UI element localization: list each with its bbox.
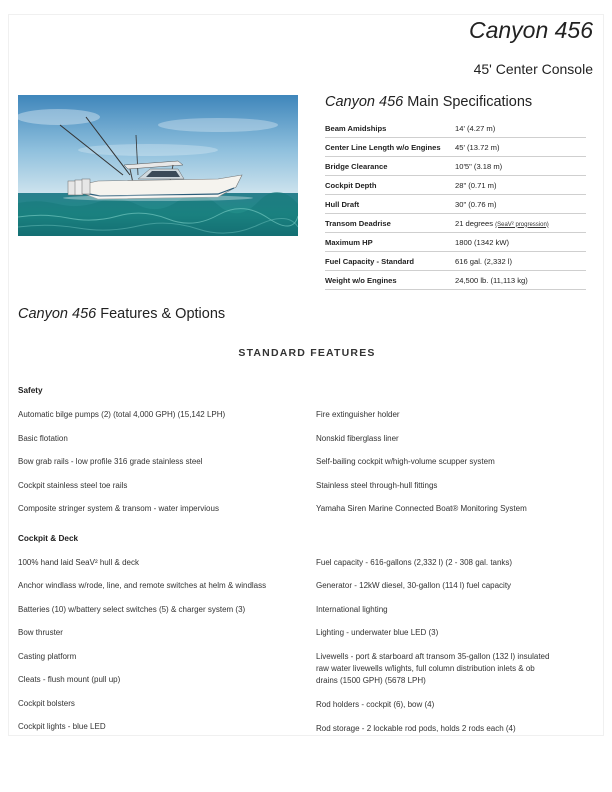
spec-value-cell bbox=[455, 252, 586, 271]
spec-row bbox=[325, 252, 586, 271]
model-title: Canyon 456 bbox=[468, 17, 593, 43]
brochure-page bbox=[8, 14, 604, 736]
features-heading-model: Canyon 456 bbox=[18, 306, 97, 322]
features-heading bbox=[18, 306, 225, 322]
spec-row bbox=[325, 214, 586, 233]
feature-item: Cockpit bolsters bbox=[18, 699, 75, 708]
spec-value-cell bbox=[455, 157, 586, 176]
feature-item: Casting platform bbox=[18, 652, 77, 661]
spec-value: 1800 (1342 kW) bbox=[455, 237, 510, 247]
spec-value: 616 gal. (2,332 l) bbox=[455, 256, 512, 266]
standard-features-title: STANDARD FEATURES bbox=[238, 347, 376, 359]
feature-item: Nonskid fiberglass liner bbox=[316, 434, 399, 443]
feature-item: Batteries (10) w/battery select switches (5) & charger system (3) bbox=[18, 605, 246, 614]
spec-value: 24,500 lb. (11,113 kg) bbox=[455, 275, 528, 285]
spec-label: Beam Amidships bbox=[325, 119, 455, 138]
feature-item: Anchor windlass w/rode, line, and remote switches at helm & windlass bbox=[18, 581, 267, 590]
spec-value: 21 degrees bbox=[455, 218, 496, 228]
feature-item: Fire extinguisher holder bbox=[316, 410, 400, 419]
spec-value-cell bbox=[455, 233, 586, 252]
category-cockpit-title: Cockpit & Deck bbox=[18, 534, 79, 543]
spec-row bbox=[325, 271, 586, 290]
spec-label: Bridge Clearance bbox=[325, 157, 455, 176]
spec-value: 10'5" (3.18 m) bbox=[455, 161, 503, 171]
spec-label: Hull Draft bbox=[325, 195, 455, 214]
spec-value-cell bbox=[455, 195, 586, 214]
spec-value-cell bbox=[455, 119, 586, 138]
spec-value: 30" (0.76 m) bbox=[455, 199, 497, 209]
spec-value: 45' (13.72 m) bbox=[455, 142, 500, 152]
category-safety-title: Safety bbox=[18, 386, 43, 395]
spec-row bbox=[325, 138, 586, 157]
spec-row bbox=[325, 176, 586, 195]
feature-item: Cockpit lights - blue LED bbox=[18, 722, 106, 731]
feature-item: Bow grab rails - low profile 316 grade stainless steel bbox=[18, 457, 203, 466]
spec-row bbox=[325, 195, 586, 214]
feature-item: Stainless steel through-hull fittings bbox=[316, 481, 438, 490]
spec-row bbox=[325, 157, 586, 176]
feature-item: Rod holders - cockpit (6), bow (4) bbox=[316, 700, 435, 709]
feature-item: Yamaha Siren Marine Connected Boat® Monitoring System bbox=[316, 504, 527, 513]
feature-item: Livewells - port & starboard aft transom 35-gallon (132 l) insulated raw water livewells w/lights, full column distribution inlets & ob drains (1500 GPH) (5678 LPH) bbox=[316, 652, 550, 685]
feature-item: Basic flotation bbox=[18, 434, 68, 443]
spec-row bbox=[325, 119, 586, 138]
feature-item: Rod storage - 2 lockable rod pods, holds 2 rods each (4) bbox=[316, 724, 516, 733]
feature-item: Self-bailing cockpit w/high-volume scupper system bbox=[316, 457, 495, 466]
features-heading-suffix: Features & Options bbox=[96, 306, 226, 322]
spec-label: Fuel Capacity - Standard bbox=[325, 252, 455, 271]
feature-item: Bow thruster bbox=[18, 628, 63, 637]
feature-item: Generator - 12kW diesel, 30-gallon (114 l) fuel capacity bbox=[316, 581, 512, 590]
spec-value-cell bbox=[455, 214, 586, 233]
spec-row bbox=[325, 233, 586, 252]
spec-label: Cockpit Depth bbox=[325, 176, 455, 195]
feature-item: 100% hand laid SeaV² hull & deck bbox=[18, 558, 139, 567]
specs-heading bbox=[325, 94, 532, 110]
specs-table bbox=[325, 119, 586, 290]
feature-item: Cockpit stainless steel toe rails bbox=[18, 481, 128, 490]
spec-label: Weight w/o Engines bbox=[325, 271, 455, 290]
feature-item: Composite stringer system & transom - water impervious bbox=[18, 504, 219, 513]
spec-label: Transom Deadrise bbox=[325, 214, 455, 233]
specs-heading-suffix: Main Specifications bbox=[403, 94, 533, 110]
spec-label: Center Line Length w/o Engines bbox=[325, 138, 455, 157]
specs-heading-model: Canyon 456 bbox=[325, 94, 404, 110]
spec-value-cell bbox=[455, 138, 586, 157]
feature-item: International lighting bbox=[316, 605, 388, 614]
model-subtitle: 45' Center Console bbox=[473, 61, 593, 77]
feature-item: Lighting - underwater blue LED (3) bbox=[316, 628, 439, 637]
spec-value: 28" (0.71 m) bbox=[455, 180, 497, 190]
spec-value: 14' (4.27 m) bbox=[455, 123, 496, 133]
spec-value-cell bbox=[455, 271, 586, 290]
spec-label: Maximum HP bbox=[325, 233, 455, 252]
feature-item: Cleats - flush mount (pull up) bbox=[18, 675, 121, 684]
spec-value-cell bbox=[455, 176, 586, 195]
spec-link[interactable]: (SeaV² progression) bbox=[495, 221, 549, 228]
feature-item: Automatic bilge pumps (2) (total 4,000 GPH) (15,142 LPH) bbox=[18, 410, 226, 419]
feature-item: Fuel capacity - 616-gallons (2,332 l) (2 - 308 gal. tanks) bbox=[316, 558, 513, 567]
boat-photo bbox=[18, 95, 298, 236]
